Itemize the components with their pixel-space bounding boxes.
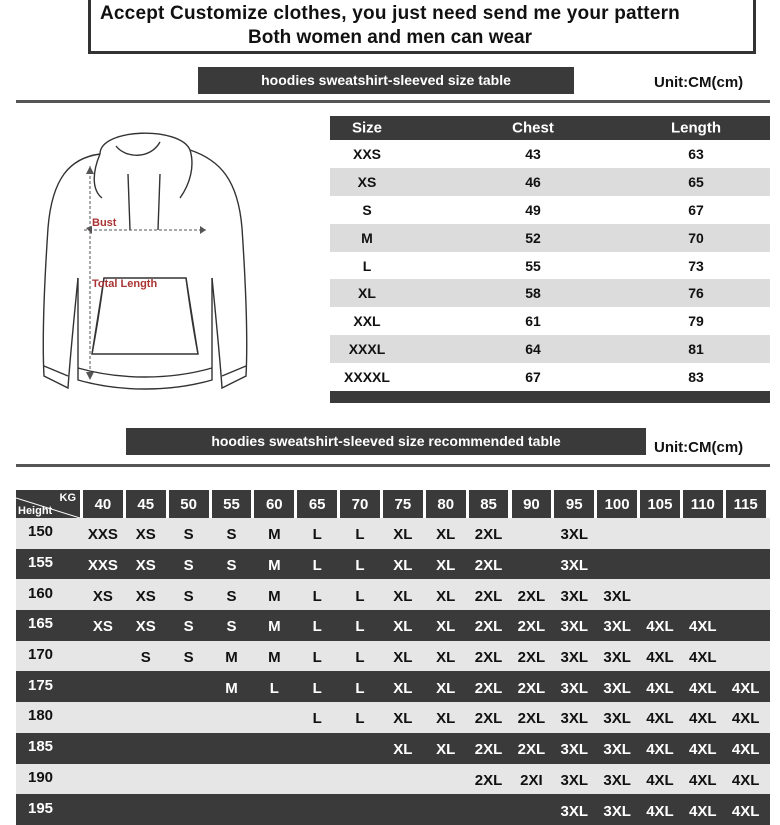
chest-cell: 64 xyxy=(525,341,541,358)
length-cell: 67 xyxy=(688,201,704,218)
size-value: 3XL xyxy=(560,618,589,636)
size-value: XL xyxy=(436,557,456,575)
size-value: XL xyxy=(393,679,413,697)
weight-header: 90 xyxy=(512,490,552,518)
height-label: 180 xyxy=(28,707,54,725)
size-cell: S xyxy=(362,201,372,218)
height-label: 150 xyxy=(28,523,54,541)
size-value: 3XL xyxy=(603,802,631,820)
size-value: L xyxy=(355,526,365,544)
size-value: 4XL xyxy=(731,710,760,728)
size-value: S xyxy=(183,618,194,636)
chest-cell: 58 xyxy=(525,285,541,302)
size-value: 4XL xyxy=(731,802,760,820)
weight-header: 65 xyxy=(297,490,337,518)
weight-header: 80 xyxy=(426,490,466,518)
length-cell: 63 xyxy=(688,145,704,162)
size-value: S xyxy=(140,649,151,667)
height-label: 165 xyxy=(28,615,54,633)
size-value: 4XL xyxy=(689,710,717,728)
height-row xyxy=(16,702,770,733)
size-value: M xyxy=(225,679,238,697)
size-table-unit: Unit:CM(cm) xyxy=(654,74,744,91)
size-value: 2XL xyxy=(474,557,503,575)
weight-header: 55 xyxy=(212,490,252,518)
corner-cell xyxy=(16,490,80,518)
size-value: L xyxy=(312,679,322,697)
height-row xyxy=(16,518,770,549)
rec-table-title: hoodies sweatshirt-sleeved size recommended table xyxy=(126,428,646,455)
length-cell: 76 xyxy=(688,285,704,302)
size-value: 3XL xyxy=(560,557,589,575)
size-value: L xyxy=(312,649,322,667)
rec-table-header xyxy=(16,490,770,518)
size-table xyxy=(330,116,770,403)
height-row xyxy=(16,671,770,702)
size-value: 3XL xyxy=(603,772,631,790)
size-value: XXS xyxy=(87,526,118,544)
size-value: XL xyxy=(436,587,456,605)
weight-header: 70 xyxy=(340,490,380,518)
height-label: 185 xyxy=(28,737,54,755)
size-value: XL xyxy=(393,618,413,636)
size-value: S xyxy=(226,526,237,544)
chest-cell: 55 xyxy=(525,257,541,274)
size-row xyxy=(330,196,770,224)
length-cell: 79 xyxy=(688,313,704,330)
size-value: XL xyxy=(436,526,456,544)
size-value: 2XL xyxy=(517,649,546,667)
size-value: 4XL xyxy=(646,741,674,759)
chest-cell: 52 xyxy=(525,229,541,246)
size-value: 3XL xyxy=(560,649,589,667)
size-value: 2XL xyxy=(474,526,503,544)
size-cell: XXS xyxy=(352,145,382,162)
size-value: 2XL xyxy=(517,710,546,728)
size-value: S xyxy=(183,587,194,605)
size-value: L xyxy=(355,618,365,636)
col-length: Length xyxy=(671,119,721,137)
size-value: 3XL xyxy=(560,710,589,728)
bust-label: Bust xyxy=(92,217,117,229)
size-value: L xyxy=(312,710,322,728)
size-row xyxy=(330,279,770,307)
size-cell: M xyxy=(361,229,373,246)
rec-table-unit: Unit:CM(cm) xyxy=(654,439,744,456)
size-value: L xyxy=(312,557,322,575)
size-row xyxy=(330,307,770,335)
size-value: XL xyxy=(393,741,413,759)
size-row xyxy=(330,335,770,363)
size-value: 2XL xyxy=(517,587,546,605)
size-value: M xyxy=(268,649,281,667)
size-value: 4XL xyxy=(731,772,760,790)
size-value: 2XL xyxy=(474,618,503,636)
size-value: S xyxy=(226,557,237,575)
size-value: XS xyxy=(135,526,156,544)
size-value: 2XL xyxy=(517,679,546,697)
size-value: 3XL xyxy=(560,526,589,544)
size-table-header xyxy=(330,116,770,140)
size-value: XL xyxy=(436,649,456,667)
size-value: L xyxy=(269,679,279,697)
size-value: XL xyxy=(436,679,456,697)
size-value: S xyxy=(226,587,237,605)
size-value: 4XL xyxy=(646,802,674,820)
size-value: L xyxy=(312,618,322,636)
height-label: 155 xyxy=(28,553,54,571)
size-value: 3XL xyxy=(560,741,589,759)
size-value: 2XL xyxy=(474,741,503,759)
size-value: 3XL xyxy=(603,587,631,605)
height-row xyxy=(16,641,770,672)
size-cell: XXXXL xyxy=(344,369,390,386)
size-value: L xyxy=(355,557,365,575)
weight-header: 45 xyxy=(126,490,166,518)
chest-cell: 49 xyxy=(525,201,541,218)
size-value: 3XL xyxy=(560,587,589,605)
chest-cell: 67 xyxy=(525,369,541,386)
chest-cell: 46 xyxy=(525,173,541,190)
size-value: 2XL xyxy=(517,741,546,759)
size-value: S xyxy=(226,618,237,636)
size-value: XL xyxy=(436,618,456,636)
height-row xyxy=(16,733,770,764)
size-cell: L xyxy=(362,257,372,274)
size-value: 3XL xyxy=(560,679,589,697)
size-value: L xyxy=(312,587,322,605)
height-label: 160 xyxy=(28,584,54,602)
size-table-title: hoodies sweatshirt-sleeved size table xyxy=(198,67,574,94)
size-value: 3XL xyxy=(603,741,631,759)
weight-header: 75 xyxy=(383,490,423,518)
size-value: XL xyxy=(393,710,413,728)
size-value: M xyxy=(225,649,238,667)
size-value: XS xyxy=(135,618,156,636)
size-row xyxy=(330,140,770,168)
size-value: 4XL xyxy=(689,649,717,667)
weight-header: 110 xyxy=(683,490,723,518)
size-table-footer xyxy=(330,391,770,403)
size-value: 4XL xyxy=(689,772,717,790)
chest-cell: 43 xyxy=(525,145,541,162)
size-value: XS xyxy=(135,587,156,605)
height-label: 195 xyxy=(28,799,54,817)
size-value: 4XL xyxy=(646,649,674,667)
height-row xyxy=(16,549,770,580)
size-value: XS xyxy=(135,557,156,575)
recommended-table xyxy=(16,490,770,825)
size-value: 3XL xyxy=(603,618,631,636)
size-value: S xyxy=(183,526,194,544)
size-value: M xyxy=(268,587,281,605)
size-value: 4XL xyxy=(689,741,717,759)
size-value: 2XI xyxy=(520,772,543,790)
length-cell: 65 xyxy=(688,173,704,190)
size-value: 2XL xyxy=(517,618,546,636)
height-row xyxy=(16,794,770,825)
size-value: L xyxy=(355,587,365,605)
weight-header: 40 xyxy=(83,490,123,518)
chest-cell: 61 xyxy=(525,313,541,330)
col-chest: Chest xyxy=(512,119,554,137)
size-value: XL xyxy=(393,649,413,667)
size-value: 2XL xyxy=(474,587,503,605)
height-row xyxy=(16,579,770,610)
size-value: XS xyxy=(92,587,113,605)
size-value: L xyxy=(355,649,365,667)
size-value: 4XL xyxy=(689,618,717,636)
size-cell: XXL xyxy=(353,313,381,330)
size-value: XXS xyxy=(87,557,118,575)
size-value: XL xyxy=(393,557,413,575)
size-value: 2XL xyxy=(474,679,503,697)
size-value: XL xyxy=(436,710,456,728)
size-value: 4XL xyxy=(731,679,760,697)
size-value: XL xyxy=(393,526,413,544)
size-value: 2XL xyxy=(474,649,503,667)
size-value: XL xyxy=(393,587,413,605)
weight-header: 85 xyxy=(469,490,509,518)
size-value: XS xyxy=(92,618,113,636)
hoodie-diagram xyxy=(30,118,260,408)
height-label: 170 xyxy=(28,645,54,663)
corner-height: Height xyxy=(18,505,53,517)
size-cell: XS xyxy=(357,173,377,190)
size-value: 4XL xyxy=(646,710,674,728)
size-value: M xyxy=(268,618,281,636)
weight-header: 50 xyxy=(169,490,209,518)
size-value: 3XL xyxy=(603,710,631,728)
height-row xyxy=(16,764,770,795)
header-line-1: Accept Customize clothes, you just need send me your pattern xyxy=(99,3,680,24)
divider xyxy=(16,464,770,467)
size-value: 3XL xyxy=(560,772,589,790)
size-cell: XL xyxy=(358,285,376,302)
height-label: 175 xyxy=(28,676,54,694)
size-row xyxy=(330,363,770,391)
corner-kg: KG xyxy=(59,492,76,504)
size-value: M xyxy=(268,526,281,544)
size-value: L xyxy=(355,710,365,728)
size-value: S xyxy=(183,649,194,667)
size-row xyxy=(330,168,770,196)
size-cell: XXXL xyxy=(348,341,386,358)
height-label: 190 xyxy=(28,768,54,786)
size-value: XL xyxy=(436,741,456,759)
height-row xyxy=(16,610,770,641)
size-row xyxy=(330,224,770,252)
size-value: 4XL xyxy=(646,772,674,790)
weight-header: 100 xyxy=(597,490,637,518)
length-cell: 83 xyxy=(688,369,704,386)
size-value: 2XL xyxy=(474,710,503,728)
size-value: 4XL xyxy=(731,741,760,759)
length-cell: 73 xyxy=(688,257,704,274)
weight-header: 105 xyxy=(640,490,680,518)
size-value: 4XL xyxy=(646,618,674,636)
weight-header: 60 xyxy=(254,490,294,518)
size-value: 2XL xyxy=(474,772,503,790)
col-size: Size xyxy=(351,119,383,137)
header-line-2: Both women and men can wear xyxy=(248,27,532,48)
size-value: 4XL xyxy=(646,679,674,697)
size-value: 4XL xyxy=(689,802,717,820)
total-length-label: Total Length xyxy=(92,278,158,290)
size-value: 4XL xyxy=(689,679,717,697)
size-value: 3XL xyxy=(560,802,589,820)
weight-header: 95 xyxy=(554,490,594,518)
length-cell: 70 xyxy=(688,229,704,246)
divider xyxy=(16,100,770,103)
size-value: L xyxy=(312,526,322,544)
size-value: 3XL xyxy=(603,649,631,667)
length-cell: 81 xyxy=(688,341,704,358)
size-value: S xyxy=(183,557,194,575)
size-value: M xyxy=(268,557,281,575)
size-value: L xyxy=(355,679,365,697)
weight-header: 115 xyxy=(726,490,766,518)
size-row xyxy=(330,252,770,280)
size-value: 3XL xyxy=(603,679,631,697)
